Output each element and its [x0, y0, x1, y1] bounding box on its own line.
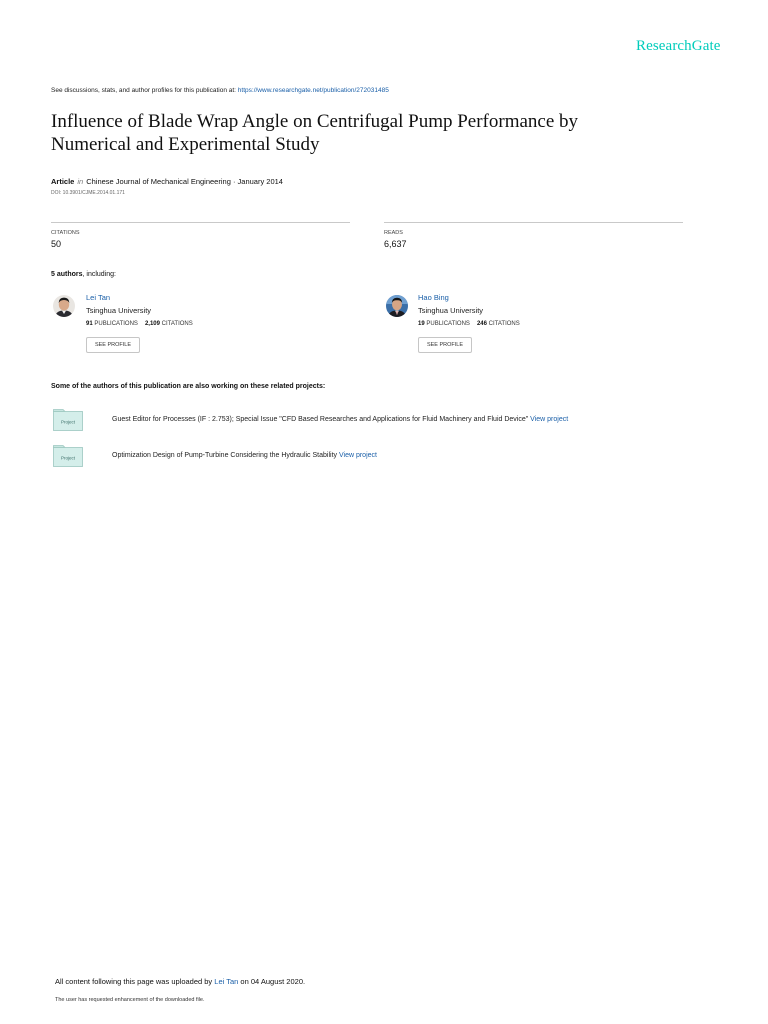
title-line-2: Numerical and Experimental Study	[51, 134, 320, 155]
avatar-lei-tan[interactable]	[53, 295, 75, 317]
author-citations-label: CITATIONS	[161, 321, 193, 327]
authors-suffix: , including:	[82, 271, 116, 278]
author-institution: Tsinghua University	[418, 306, 484, 315]
avatar-photo-icon	[53, 295, 75, 317]
authors-count: 5 authors	[51, 271, 83, 278]
author-publications-label: PUBLICATIONS	[426, 321, 470, 327]
upload-notice	[55, 977, 305, 986]
author-institution: Tsinghua University	[86, 306, 152, 315]
author-citations-count: 246	[476, 321, 487, 327]
citations-divider	[51, 222, 350, 223]
project-title: Guest Editor for Processes (IF : 2.753); Special Issue "CFD Based Researches and Applications for Fluid Machinery and Fluid Device"	[112, 416, 529, 423]
reads-divider	[384, 222, 683, 223]
title-line-1: Influence of Blade Wrap Angle on Centrifugal Pump Performance by	[51, 111, 579, 132]
author-publications-count: 19	[418, 321, 425, 327]
notice-text: See discussions, stats, and author profiles for this publication at:	[51, 87, 238, 94]
project-folder-icon	[53, 445, 83, 465]
folder-label: Project	[60, 455, 76, 461]
avatar-photo-icon	[386, 295, 408, 317]
upload-suffix: on 04 August 2020.	[238, 977, 306, 986]
authors-summary	[51, 271, 116, 278]
citations-label: CITATIONS	[51, 230, 80, 236]
author-name-lei-tan[interactable]: Lei Tan	[86, 293, 111, 302]
article-doi: DOI: 10.3901/CJME.2014.01.171	[51, 190, 125, 196]
project-item	[112, 416, 568, 423]
uploader-link[interactable]: Lei Tan	[214, 977, 239, 986]
citations-value: 50	[51, 239, 62, 249]
reads-value: 6,637	[384, 239, 407, 249]
see-profile-button-hao-bing[interactable]: SEE PROFILE	[418, 337, 472, 353]
reads-label: READS	[384, 230, 403, 236]
article-meta	[51, 177, 283, 186]
journal-name[interactable]: Chinese Journal of Mechanical Engineering · January 2014	[86, 177, 283, 186]
article-title	[51, 110, 691, 156]
article-type: Article	[51, 177, 75, 186]
project-folder-icon	[53, 409, 83, 429]
folder-label: Project	[60, 419, 76, 425]
in-word: in	[77, 177, 84, 186]
publication-url-link[interactable]: https://www.researchgate.net/publication/272031485	[237, 87, 389, 94]
author-stats	[86, 321, 193, 327]
project-title: Optimization Design of Pump-Turbine Considering the Hydraulic Stability	[112, 452, 338, 459]
author-name-hao-bing[interactable]: Hao Bing	[418, 293, 449, 302]
project-item	[112, 452, 377, 459]
author-publications-label: PUBLICATIONS	[94, 321, 138, 327]
enhancement-note: The user has requested enhancement of the downloaded file.	[55, 997, 205, 1003]
upload-prefix: All content following this page was uploaded by	[55, 977, 215, 986]
view-project-link[interactable]: View project	[530, 416, 569, 423]
related-projects-heading: Some of the authors of this publication are also working on these related projects:	[51, 383, 326, 390]
discussion-notice	[51, 87, 389, 94]
avatar-hao-bing[interactable]	[386, 295, 408, 317]
view-project-link[interactable]: View project	[338, 452, 377, 459]
author-stats	[418, 321, 520, 327]
researchgate-logo[interactable]: ResearchGate	[636, 38, 721, 54]
author-citations-count: 2,109	[144, 321, 160, 327]
author-publications-count: 91	[86, 321, 93, 327]
see-profile-button-lei-tan[interactable]: SEE PROFILE	[86, 337, 140, 353]
author-citations-label: CITATIONS	[488, 321, 520, 327]
